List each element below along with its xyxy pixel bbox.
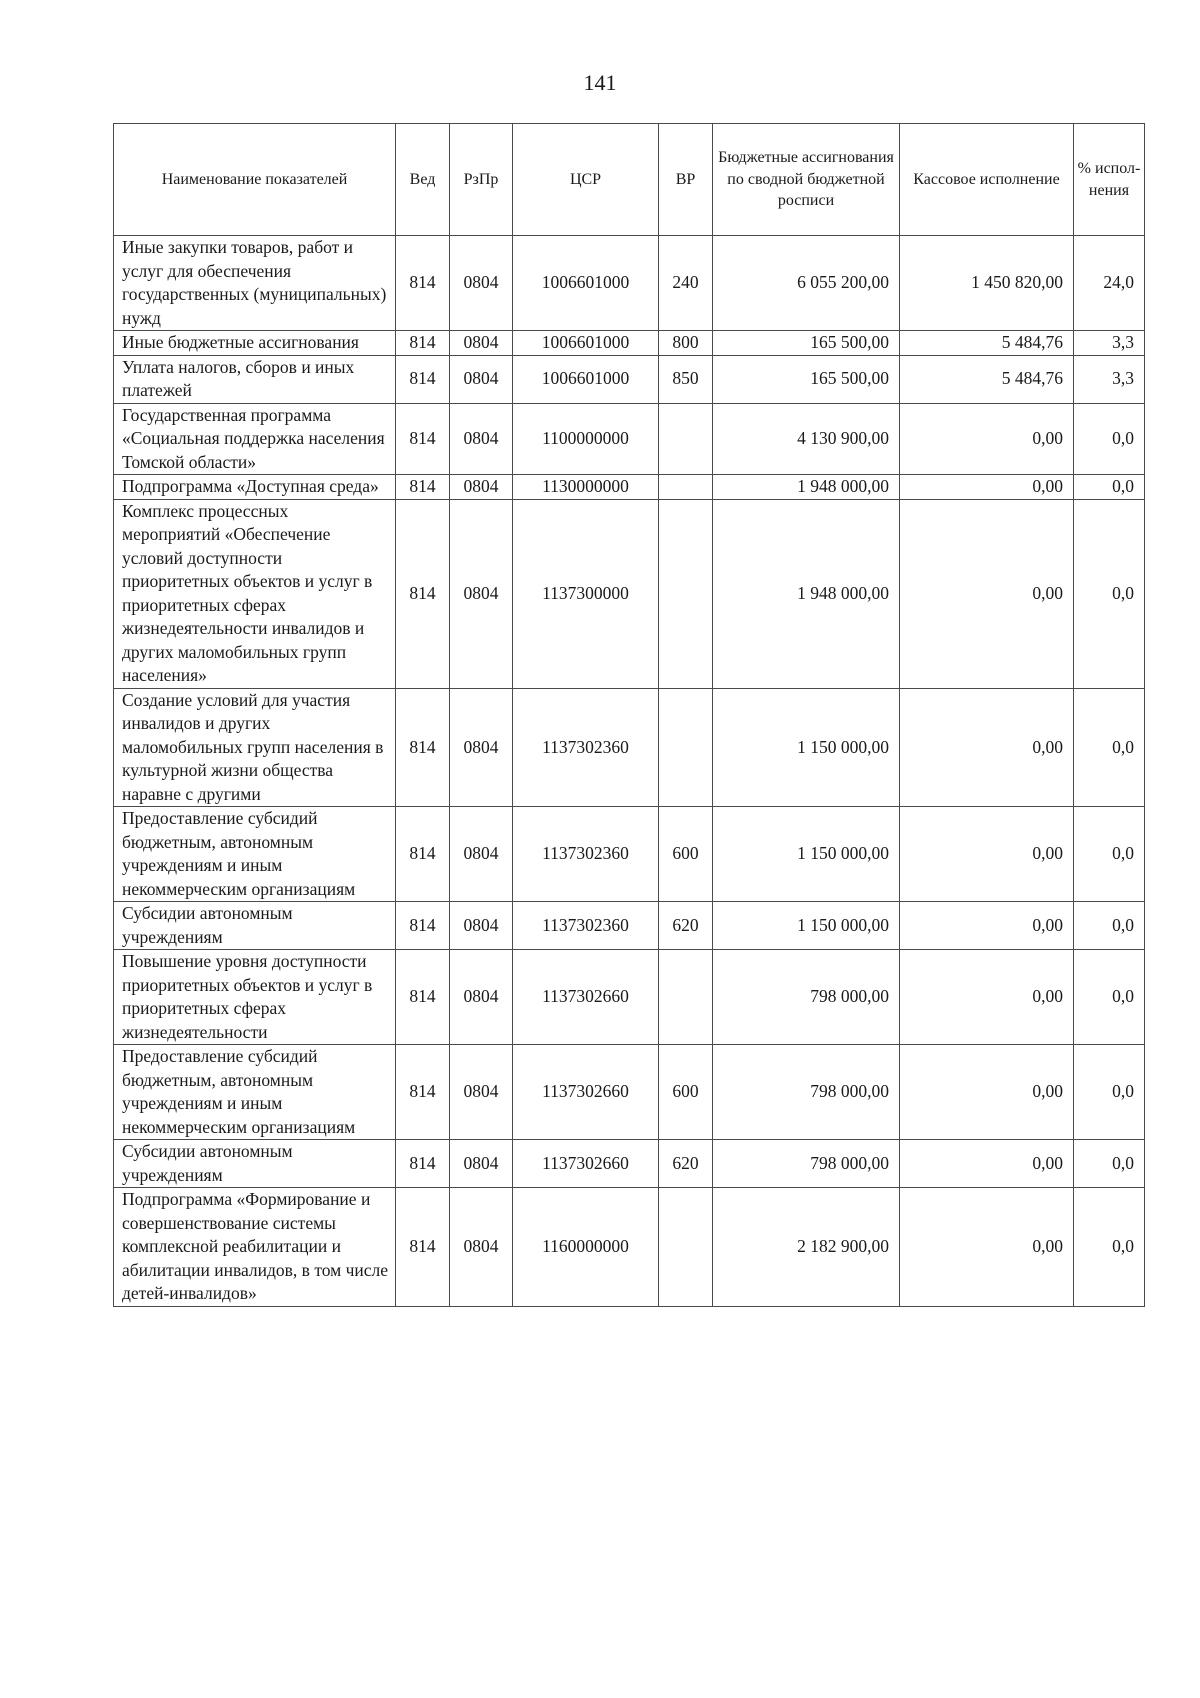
cell-pct: 0,0 [1074,475,1145,500]
header-pct: % испол-нения [1074,124,1145,236]
cell-csr: 1137302360 [513,807,659,902]
cell-cash: 0,00 [900,499,1074,688]
table-row [114,499,1145,688]
cell-budget: 165 500,00 [713,331,900,356]
cell-budget: 798 000,00 [713,1140,900,1188]
cell-budget: 798 000,00 [713,1045,900,1140]
table-row [114,950,1145,1045]
cell-rzpr: 0804 [450,1140,513,1188]
cell-csr: 1137302360 [513,688,659,807]
cell-csr: 1130000000 [513,475,659,500]
cell-name: Создание условий для участия инвалидов и других маломобильных групп населения в культурной жизни общества наравне с другими [114,688,396,807]
table-row [114,236,1145,331]
cell-name: Комплекс процессных мероприятий «Обеспечение условий доступности приоритетных объектов и услуг в приоритетных сферах жизнедеятельности инвалидов и других маломобильных групп населения» [114,499,396,688]
cell-csr: 1137300000 [513,499,659,688]
header-csr: ЦСР [513,124,659,236]
cell-pct: 0,0 [1074,499,1145,688]
cell-vr: 600 [659,1045,713,1140]
cell-pct: 0,0 [1074,1045,1145,1140]
cell-csr: 1137302660 [513,950,659,1045]
cell-cash: 5 484,76 [900,331,1074,356]
table-body [114,236,1145,1307]
cell-pct: 0,0 [1074,902,1145,950]
table-row [114,331,1145,356]
cell-ved: 814 [396,1140,450,1188]
cell-rzpr: 0804 [450,236,513,331]
table-row [114,807,1145,902]
budget-execution-table [113,123,1145,1307]
cell-ved: 814 [396,475,450,500]
cell-csr: 1006601000 [513,355,659,403]
cell-cash: 0,00 [900,475,1074,500]
header-vr: ВР [659,124,713,236]
cell-ved: 814 [396,950,450,1045]
cell-pct: 0,0 [1074,688,1145,807]
cell-cash: 0,00 [900,950,1074,1045]
page-number: 141 [583,70,617,95]
cell-rzpr: 0804 [450,499,513,688]
cell-cash: 0,00 [900,688,1074,807]
cell-pct: 3,3 [1074,355,1145,403]
cell-name: Уплата налогов, сборов и иных платежей [114,355,396,403]
header-ved: Вед [396,124,450,236]
cell-cash: 5 484,76 [900,355,1074,403]
cell-name: Подпрограмма «Формирование и совершенствование системы комплексной реабилитации и абилитации инвалидов, в том числе детей-инвалидов» [114,1188,396,1307]
cell-vr [659,475,713,500]
cell-rzpr: 0804 [450,355,513,403]
cell-cash: 0,00 [900,1140,1074,1188]
cell-name: Иные бюджетные ассигнования [114,331,396,356]
cell-name: Субсидии автономным учреждениям [114,902,396,950]
cell-rzpr: 0804 [450,475,513,500]
cell-vr [659,499,713,688]
cell-budget: 1 150 000,00 [713,688,900,807]
cell-ved: 814 [396,499,450,688]
cell-budget: 1 948 000,00 [713,499,900,688]
cell-pct: 24,0 [1074,236,1145,331]
cell-name: Предоставление субсидий бюджетным, автономным учреждениям и иным некоммерческим организациям [114,807,396,902]
cell-vr: 800 [659,331,713,356]
cell-name: Иные закупки товаров, работ и услуг для обеспечения государственных (муниципальных) нужд [114,236,396,331]
cell-vr: 240 [659,236,713,331]
cell-budget: 798 000,00 [713,950,900,1045]
cell-pct: 0,0 [1074,950,1145,1045]
cell-csr: 1006601000 [513,331,659,356]
cell-csr: 1006601000 [513,236,659,331]
cell-pct: 0,0 [1074,1188,1145,1307]
cell-budget: 2 182 900,00 [713,1188,900,1307]
cell-vr [659,1188,713,1307]
cell-ved: 814 [396,688,450,807]
cell-rzpr: 0804 [450,1188,513,1307]
cell-ved: 814 [396,331,450,356]
cell-pct: 3,3 [1074,331,1145,356]
cell-vr: 850 [659,355,713,403]
cell-csr: 1137302660 [513,1045,659,1140]
table-row [114,688,1145,807]
cell-vr [659,688,713,807]
cell-cash: 1 450 820,00 [900,236,1074,331]
cell-rzpr: 0804 [450,331,513,356]
cell-csr: 1137302660 [513,1140,659,1188]
cell-ved: 814 [396,807,450,902]
header-budget: Бюджетные ассигнования по сводной бюджетной росписи [713,124,900,236]
cell-vr: 600 [659,807,713,902]
cell-ved: 814 [396,1045,450,1140]
cell-rzpr: 0804 [450,403,513,475]
cell-ved: 814 [396,355,450,403]
cell-csr: 1100000000 [513,403,659,475]
cell-rzpr: 0804 [450,950,513,1045]
cell-pct: 0,0 [1074,807,1145,902]
cell-budget: 165 500,00 [713,355,900,403]
cell-name: Субсидии автономным учреждениям [114,1140,396,1188]
cell-csr: 1160000000 [513,1188,659,1307]
table-row [114,475,1145,500]
header-rzpr: РзПр [450,124,513,236]
table-header [114,124,1145,236]
cell-cash: 0,00 [900,807,1074,902]
cell-pct: 0,0 [1074,403,1145,475]
cell-cash: 0,00 [900,902,1074,950]
table-row [114,1045,1145,1140]
cell-ved: 814 [396,403,450,475]
cell-vr [659,403,713,475]
header-row [114,124,1145,236]
cell-name: Повышение уровня доступности приоритетных объектов и услуг в приоритетных сферах жизнедеятельности [114,950,396,1045]
cell-rzpr: 0804 [450,688,513,807]
cell-name: Подпрограмма «Доступная среда» [114,475,396,500]
cell-budget: 1 150 000,00 [713,902,900,950]
cell-budget: 6 055 200,00 [713,236,900,331]
cell-cash: 0,00 [900,403,1074,475]
table-row [114,1188,1145,1307]
cell-rzpr: 0804 [450,902,513,950]
cell-name: Государственная программа «Социальная поддержка населения Томской области» [114,403,396,475]
cell-budget: 4 130 900,00 [713,403,900,475]
cell-ved: 814 [396,902,450,950]
table-row [114,902,1145,950]
cell-budget: 1 150 000,00 [713,807,900,902]
header-cash: Кассовое исполнение [900,124,1074,236]
cell-vr: 620 [659,902,713,950]
table-row [114,403,1145,475]
cell-ved: 814 [396,1188,450,1307]
cell-pct: 0,0 [1074,1140,1145,1188]
cell-rzpr: 0804 [450,1045,513,1140]
cell-ved: 814 [396,236,450,331]
cell-csr: 1137302360 [513,902,659,950]
cell-vr: 620 [659,1140,713,1188]
cell-rzpr: 0804 [450,807,513,902]
cell-cash: 0,00 [900,1045,1074,1140]
cell-cash: 0,00 [900,1188,1074,1307]
table-row [114,355,1145,403]
header-name: Наименование показателей [114,124,396,236]
table-row [114,1140,1145,1188]
cell-name: Предоставление субсидий бюджетным, автономным учреждениям и иным некоммерческим организациям [114,1045,396,1140]
cell-budget: 1 948 000,00 [713,475,900,500]
cell-vr [659,950,713,1045]
